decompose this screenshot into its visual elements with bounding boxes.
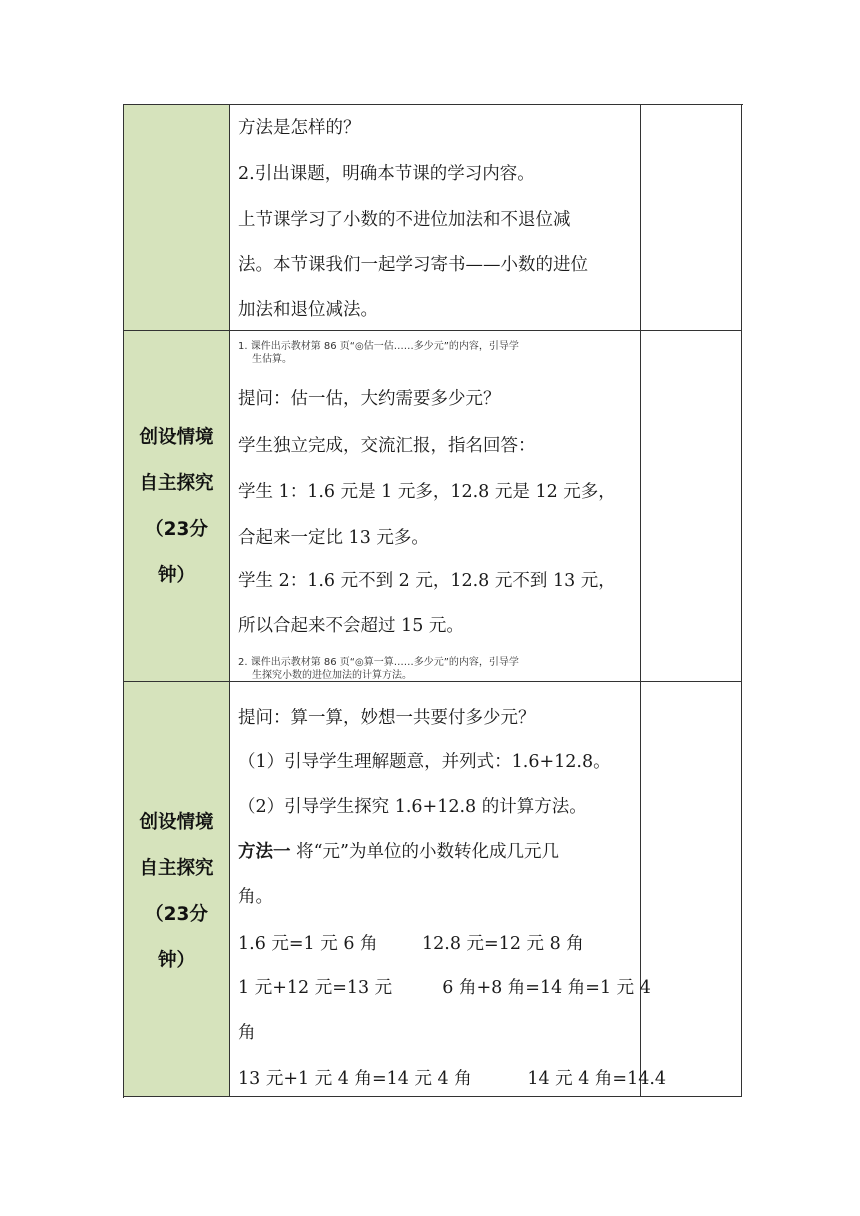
calc-line: 1 元+12 元=13 元 6 角+8 角=14 角=1 元 4 xyxy=(238,978,651,998)
textbook-caption xyxy=(238,656,519,682)
calc-line: 1.6 元=1 元 6 角 12.8 元=12 元 8 角 xyxy=(238,934,584,954)
section-label xyxy=(124,415,229,599)
method-line xyxy=(238,840,559,864)
section-label xyxy=(124,800,229,984)
calc-line: 角 xyxy=(238,1023,256,1043)
text-line: 加法和退位减法。 xyxy=(238,300,378,320)
text-line: 所以合起来不会超过 15 元。 xyxy=(238,616,464,636)
row3-notes-cell xyxy=(641,682,742,1097)
label-line: 自主探究 xyxy=(139,858,214,879)
row1-label-cell xyxy=(124,105,230,331)
label-line: 钟） xyxy=(157,565,195,586)
row2-label-cell xyxy=(124,331,230,682)
text-line: 学生独立完成，交流汇报，指名回答： xyxy=(238,436,536,456)
label-line: 创设情境 xyxy=(139,812,214,833)
text-line: （2）引导学生探究 1.6+12.8 的计算方法。 xyxy=(238,797,587,817)
text-line: 提问：算一算，妙想一共要付多少元？ xyxy=(238,708,536,728)
row2-content-cell xyxy=(230,331,641,682)
text-line: （1）引导学生理解题意，并列式：1.6+12.8。 xyxy=(238,752,611,772)
row2-notes-cell xyxy=(641,331,742,682)
label-line: （23分 xyxy=(145,519,208,540)
label-line: 创设情境 xyxy=(139,427,214,448)
row1-notes-cell xyxy=(641,105,742,331)
text-line: 角。 xyxy=(238,887,273,907)
lesson-table xyxy=(123,104,743,1098)
label-line: 自主探究 xyxy=(139,473,214,494)
text-line: 提问：估一估，大约需要多少元？ xyxy=(238,389,501,409)
label-line: （23分 xyxy=(145,904,208,925)
method-title: 方法一 xyxy=(238,842,291,862)
method-text: 将“元”为单位的小数转化成几元几 xyxy=(290,842,559,862)
text-line: 学生 1：1.6 元是 1 元多，12.8 元是 12 元多， xyxy=(238,482,616,502)
caption-line: 生探究小数的进位加法的计算方法。 xyxy=(252,670,412,681)
text-line: 合起来一定比 13 元多。 xyxy=(238,528,429,548)
text-line: 法。本节课我们一起学习寄书——小数的进位 xyxy=(238,255,588,275)
caption-line: 生估算。 xyxy=(252,354,292,365)
row1-content-cell xyxy=(230,105,641,331)
caption-line: 2. 课件出示教材第 86 页“◎算一算……多少元”的内容，引导学 xyxy=(238,657,519,668)
label-line: 钟） xyxy=(157,950,195,971)
textbook-caption xyxy=(238,340,519,366)
caption-line: 1. 课件出示教材第 86 页“◎估一估……多少元”的内容，引导学 xyxy=(238,341,519,352)
text-line: 学生 2：1.6 元不到 2 元，12.8 元不到 13 元， xyxy=(238,571,616,591)
calc-line: 13 元+1 元 4 角=14 元 4 角 14 元 4 角=14.4 xyxy=(238,1069,667,1089)
text-line: 2.引出课题，明确本节课的学习内容。 xyxy=(238,164,535,184)
row3-label-cell xyxy=(124,682,230,1097)
text-line: 方法是怎样的？ xyxy=(238,118,361,138)
row3-content-cell xyxy=(230,682,667,1097)
text-line: 上节课学习了小数的不进位加法和不退位减 xyxy=(238,210,571,230)
